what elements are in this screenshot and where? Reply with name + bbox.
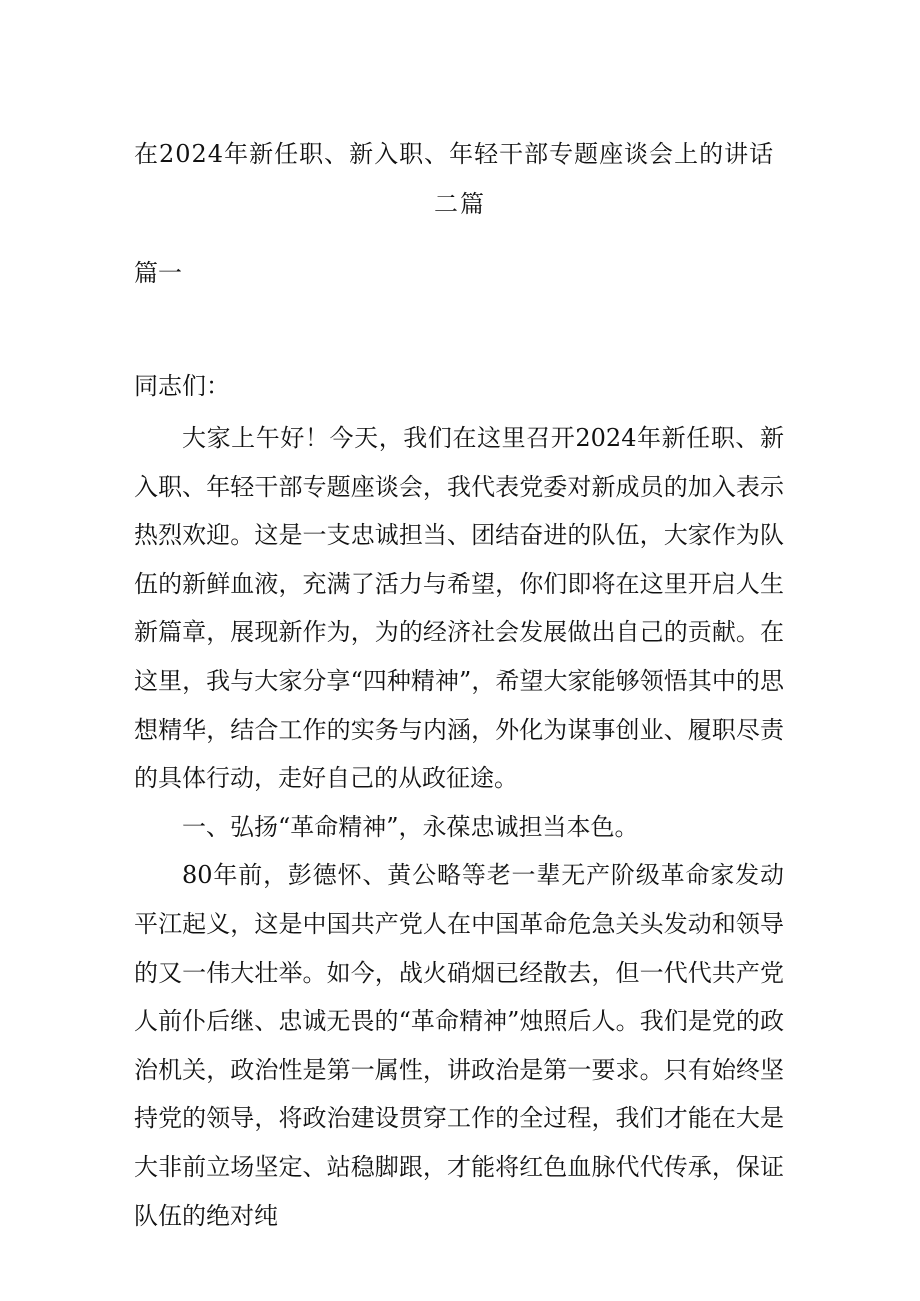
salutation: 同志们： (134, 372, 230, 400)
paragraph-revolutionary-spirit: 80年前，彭德怀、黄公略等老一辈无产阶级革命家发动平江起义，这是中国共产党人在中国革命危急关头发动和领导的又一伟大壮举。如今，战火硝烟已经散去，但一代代共产党人前仆后继、忠诚无畏的“革命精神”烛照后人。我们是党的政治机关，政治性是第一属性，讲政治是第一要求。只有始终坚持党的领导，将政治建设贯穿工作的全过程，我们才能在大是大非前立场坚定、站稳脚跟，才能将红色血脉代代传承，保证队伍的绝对纯 (134, 861, 784, 1230)
section-label: 篇一 (134, 259, 182, 287)
document-title-continuation: 二篇 (434, 190, 486, 218)
paragraph-heading-one: 一、弘扬“革命精神”，永葆忠诚担当本色。 (182, 812, 639, 841)
document-title: 在2024年新任职、新入职、年轻干部专题座谈会上的讲话 (134, 140, 775, 168)
paragraph-opening: 大家上午好！今天，我们在这里召开2024年新任职、新入职、年轻干部专题座谈会，我代表党委对新成员的加入表示热烈欢迎。这是一支忠诚担当、团结奋进的队伍，大家作为队伍的新鲜血液，充满了活力与希望，你们即将在这里开启人生新篇章，展现新作为，为的经济社会发展做出自己的贡献。在这里，我与大家分享“四种精神”，希望大家能够领悟其中的思想精华，结合工作的实务与内涵，外化为谋事创业、履职尽责的具体行动，走好自己的从政征途。 (134, 424, 784, 793)
body-text (134, 414, 784, 1240)
